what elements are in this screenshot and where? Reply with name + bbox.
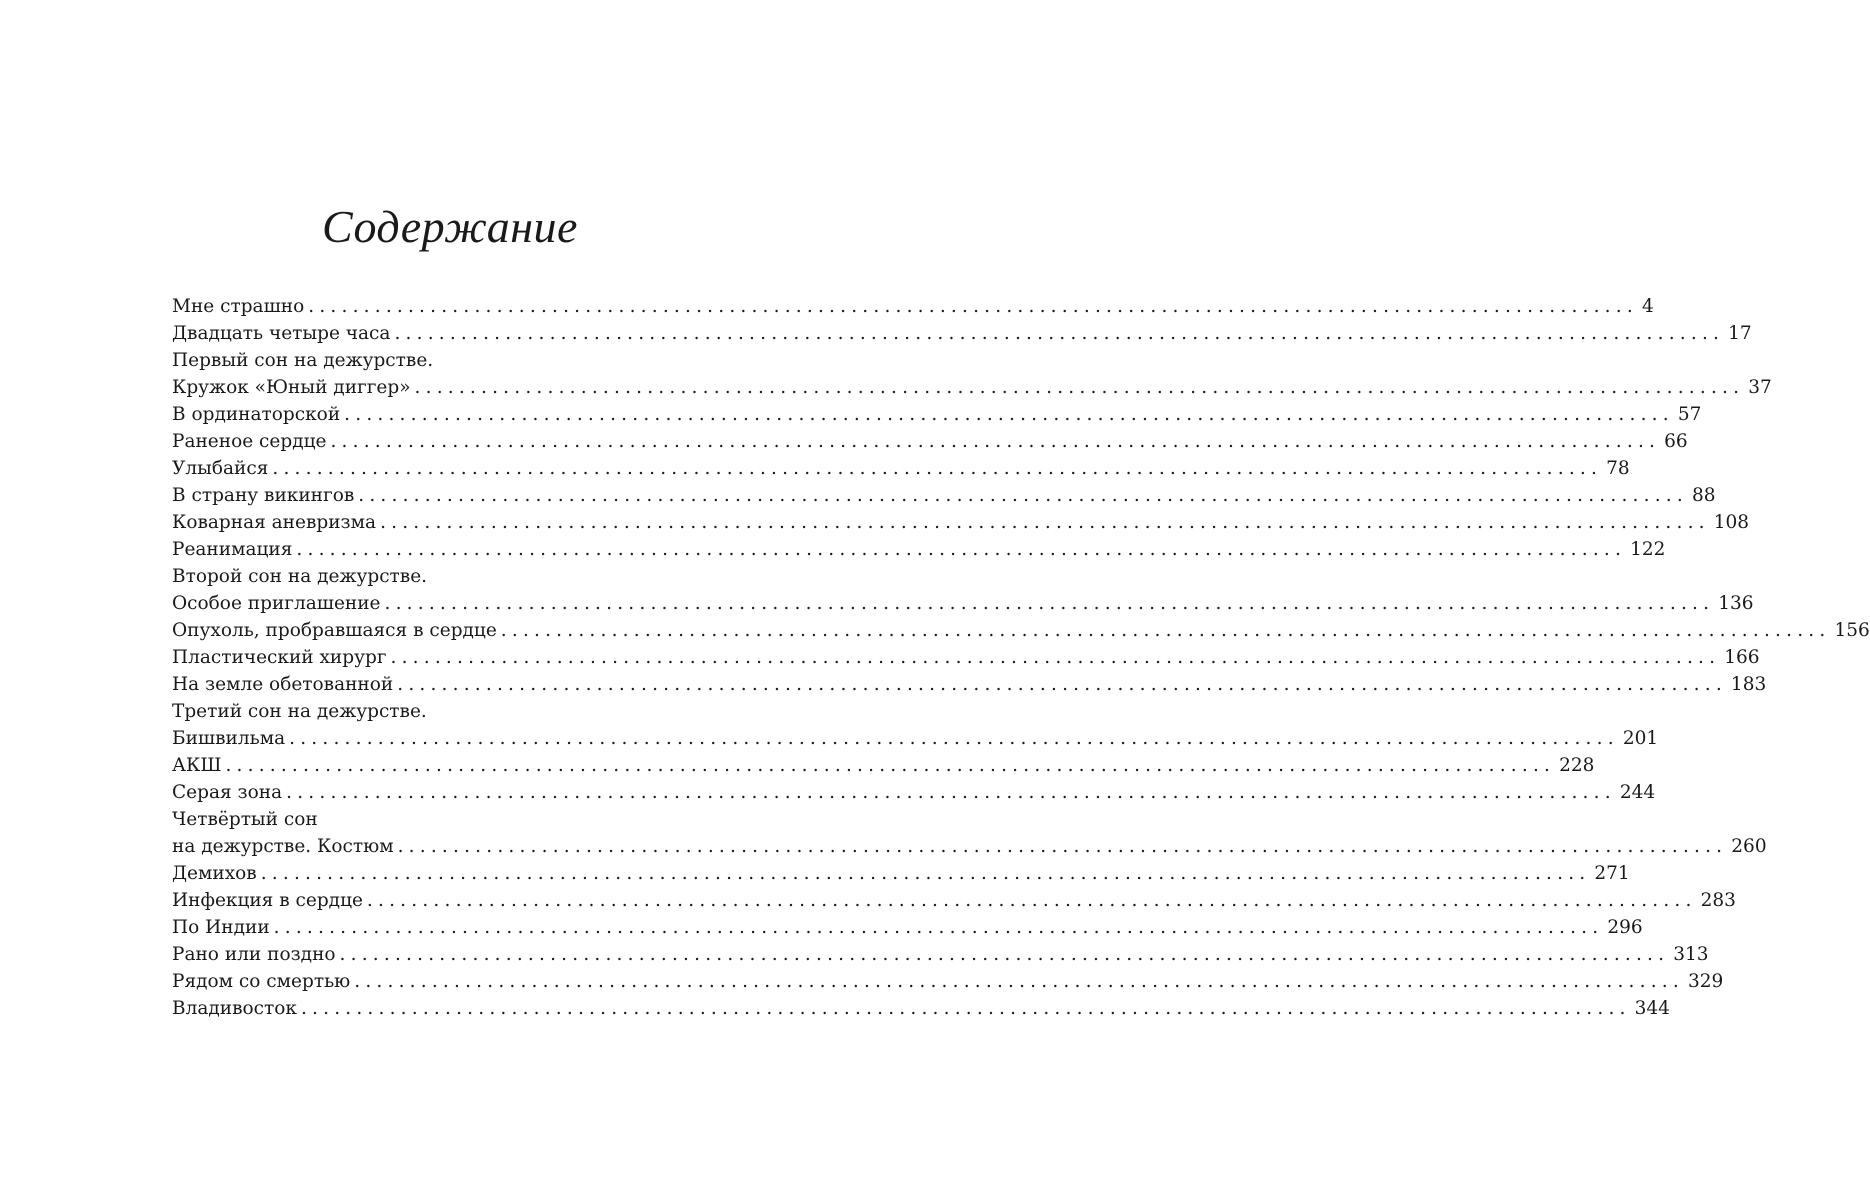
toc-entry (172, 401, 1702, 428)
toc-page-number: 296 (1607, 917, 1643, 938)
toc-entry (172, 752, 1595, 779)
toc-entry-title: Четвёртый сон (172, 809, 318, 830)
toc-page-number: 329 (1687, 971, 1724, 992)
toc-page-number: 260 (1731, 836, 1767, 857)
toc-entry-title: На земле обетованной (172, 674, 394, 695)
toc-entry (172, 941, 1709, 968)
toc-entry-title: Раненое сердце (172, 431, 327, 452)
toc-entry-title: Инфекция в сердце (172, 890, 363, 911)
toc-entry (172, 806, 690, 833)
toc-page-number: 78 (1606, 458, 1630, 479)
toc-page-number: 136 (1718, 593, 1754, 614)
toc-entry (172, 833, 1767, 860)
toc-leader-dots: ........................................................................................................................ (344, 404, 1674, 425)
toc-entry-title: Бишвильма (172, 728, 286, 749)
toc-leader-dots: ........................................................................................................................ (272, 458, 1603, 479)
toc-leader-dots: ........................................................................................................................ (296, 539, 1627, 560)
toc-leader-dots: ........................................................................................................................ (394, 323, 1725, 344)
toc-entry (172, 968, 1724, 995)
toc-entry (172, 563, 690, 590)
toc-page-number: 66 (1664, 431, 1688, 452)
toc-entry (172, 482, 1716, 509)
toc-entry-title: В ординаторской (172, 404, 341, 425)
toc-entry-title: Улыбайся (172, 458, 269, 479)
toc-entry-title: АКШ (172, 755, 222, 776)
toc-leader-dots: ........................................................................................................................ (397, 674, 1727, 695)
toc-page-number: 156 (1834, 620, 1870, 641)
toc-entry-title: Двадцать четыре часа (172, 323, 391, 344)
toc-page-number: 244 (1619, 782, 1656, 803)
toc-page-number: 313 (1673, 944, 1709, 965)
toc-leader-dots: ........................................................................................................................ (330, 431, 1661, 452)
toc-leader-dots: ........................................................................................................................ (397, 836, 1728, 857)
toc-entry-title: В страну викингов (172, 485, 355, 506)
toc-leader-dots: ........................................................................................................................ (260, 863, 1591, 884)
toc-leader-dots: ........................................................................................................................ (500, 620, 1831, 641)
toc-page-number: 183 (1730, 674, 1767, 695)
toc-leader-dots: ........................................................................................................................ (384, 593, 1715, 614)
toc-page-number: 108 (1713, 512, 1750, 533)
toc-page-number: 57 (1677, 404, 1702, 425)
toc-entry (172, 536, 1666, 563)
toc-page-number: 17 (1728, 323, 1752, 344)
toc-entry (172, 914, 1643, 941)
toc-entry-title: Серая зона (172, 782, 283, 803)
toc-entry (172, 347, 690, 374)
toc-leader-dots: ........................................................................................................................ (414, 377, 1745, 398)
toc-leader-dots: ........................................................................................................................ (286, 782, 1616, 803)
toc-leader-dots: ........................................................................................................................ (289, 728, 1619, 749)
toc-entry (172, 320, 1752, 347)
toc-entry-title: Рано или поздно (172, 944, 336, 965)
toc-entry-title: Рядом со смертью (172, 971, 351, 992)
toc-entry (172, 455, 1630, 482)
toc-page-number: 228 (1559, 755, 1595, 776)
toc-entry (172, 590, 1754, 617)
toc-page-number: 201 (1622, 728, 1659, 749)
toc-entry (172, 887, 1736, 914)
toc-entry-title: Владивосток (172, 998, 297, 1019)
toc-entry-title: Коварная аневризма (172, 512, 377, 533)
toc-entry-title: Мне страшно (172, 296, 305, 317)
toc-entry-title: на дежурстве. Костюм (172, 836, 394, 857)
toc-leader-dots: ........................................................................................................................ (354, 971, 1684, 992)
toc-page-number: 122 (1630, 539, 1666, 560)
toc-leader-dots: ........................................................................................................................ (273, 917, 1604, 938)
toc-entry (172, 995, 1670, 1022)
toc-entry (172, 725, 1659, 752)
toc-leader-dots: ........................................................................................................................ (390, 647, 1721, 668)
toc-entry (172, 509, 1750, 536)
toc-entry (172, 860, 1630, 887)
toc-entry-title: Реанимация (172, 539, 293, 560)
toc-leader-dots: ........................................................................................................................ (380, 512, 1710, 533)
toc-entry-title: Второй сон на дежурстве. (172, 566, 428, 587)
toc-entry-title: Кружок «Юный диггер» (172, 377, 411, 398)
toc-entry (172, 617, 1870, 644)
toc-page-number: 283 (1700, 890, 1736, 911)
toc-entry-title: Демихов (172, 863, 257, 884)
toc-entry (172, 698, 690, 725)
toc-entry-title: Опухоль, пробравшаяся в сердце (172, 620, 497, 641)
toc-entry-title: Первый сон на дежурстве. (172, 350, 434, 371)
toc-entry-title: Третий сон на дежурстве. (172, 701, 427, 722)
toc-entry (172, 779, 1656, 806)
toc-page-number: 166 (1724, 647, 1760, 668)
toc-leader-dots: ........................................................................................................................ (300, 998, 1631, 1019)
toc-entry (172, 374, 1772, 401)
toc-entry-title: По Индии (172, 917, 270, 938)
toc-entry-title: Особое приглашение (172, 593, 381, 614)
toc-leader-dots: ........................................................................................................................ (358, 485, 1688, 506)
toc-page-number: 344 (1634, 998, 1670, 1019)
page-title: Содержание (322, 201, 578, 252)
toc-leader-dots: ........................................................................................................................ (366, 890, 1697, 911)
toc-page-number: 4 (1641, 296, 1654, 317)
toc-entry (172, 293, 1654, 320)
toc-leader-dots: ........................................................................................................................ (225, 755, 1556, 776)
toc-entry-title: Пластический хирург (172, 647, 387, 668)
toc-entry (172, 671, 1767, 698)
toc-page-number: 37 (1748, 377, 1772, 398)
toc-entry (172, 428, 1688, 455)
toc-page-number: 271 (1594, 863, 1630, 884)
toc-page-number: 88 (1691, 485, 1716, 506)
table-of-contents (172, 293, 1870, 1022)
toc-leader-dots: ........................................................................................................................ (308, 296, 1638, 317)
toc-entry (172, 644, 1760, 671)
toc-leader-dots: ........................................................................................................................ (339, 944, 1670, 965)
